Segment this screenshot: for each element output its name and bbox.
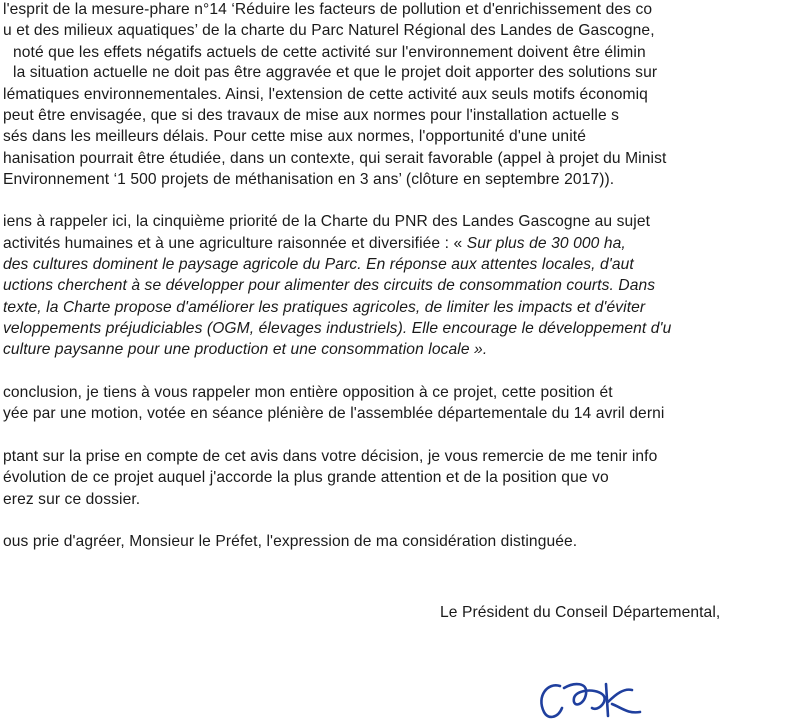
paragraph-2-line-7: culture paysanne pour une production et une consommation locale ».	[3, 341, 488, 358]
paragraph-1-line-6: peut être envisagée, que si des travaux de mise aux normes pour l'installation actuelle s	[3, 107, 620, 124]
signature-stroke-3	[606, 684, 640, 716]
signature-stroke-1	[541, 685, 562, 717]
paragraph-1-line-8: hanisation pourrait être étudiée, dans un contexte, qui serait favorable (appel à projet du Minist	[3, 150, 667, 167]
paragraph-4-line-2: évolution de ce projet auquel j'accorde la plus grande attention et de la position que vo	[3, 469, 609, 486]
paragraph-4-line-1: ptant sur la prise en compte de cet avis dans votre décision, je vous remercie de me tenir info	[3, 448, 658, 465]
paragraph-1-line-4: la situation actuelle ne doit pas être aggravée et que le projet doit apporter des solutions sur	[13, 64, 658, 81]
paragraph-1-line-9: Environnement ‘1 500 projets de méthanisation en 3 ans’ (clôture en septembre 2017)).	[3, 171, 615, 188]
paragraph-5-line-1: ous prie d'agréer, Monsieur le Préfet, l'expression de ma considération distinguée.	[3, 533, 578, 550]
paragraph-2-line-2-text: activités humaines et à une agriculture raisonnée et diversifiée : «	[3, 235, 467, 252]
paragraph-3-line-2: yée par une motion, votée en séance plénière de l'assemblée départementale du 14 avril derni	[3, 405, 665, 422]
paragraph-2-line-4: uctions cherchent à se développer pour alimenter des circuits de consommation courts. Dans	[3, 277, 656, 294]
paragraph-2-line-5: texte, la Charte propose d'améliorer les pratiques agricoles, de limiter les impacts et d'éviter	[3, 299, 646, 316]
paragraph-2-line-2	[3, 235, 626, 253]
signature-stroke-2	[564, 684, 605, 709]
paragraph-2-line-1: iens à rappeler ici, la cinquième priorité de la Charte du PNR des Landes Gascogne au sujet	[3, 213, 651, 230]
paragraph-2-line-6: veloppements préjudiciables (OGM, élevages industriels). Elle encourage le développement d'u	[3, 320, 672, 337]
signature-mark	[528, 668, 688, 723]
paragraph-1-line-3: noté que les effets négatifs actuels de cette activité sur l'environnement doivent être élimin	[13, 44, 646, 61]
paragraph-3-line-1: conclusion, je tiens à vous rappeler mon entière opposition à ce projet, cette position ét	[3, 384, 613, 401]
paragraph-1-line-5: lématiques environnementales. Ainsi, l'extension de cette activité aux seuls motifs économiq	[3, 86, 648, 103]
paragraph-2-line-3: des cultures dominent le paysage agricole du Parc. En réponse aux attentes locales, d'aut	[3, 256, 634, 273]
paragraph-1-line-2: u et des milieux aquatiques’ de la charte du Parc Naturel Régional des Landes de Gascogne,	[3, 22, 655, 39]
closing-title: Le Président du Conseil Départemental,	[440, 604, 721, 621]
paragraph-1-line-1: l'esprit de la mesure-phare n°14 ‘Réduire les facteurs de pollution et d'enrichissement des co	[3, 1, 653, 18]
paragraph-1-line-7: sés dans les meilleurs délais. Pour cette mise aux normes, l'opportunité d'une unité	[3, 128, 586, 145]
paragraph-2-line-2-quote: Sur plus de 30 000 ha,	[466, 235, 626, 252]
paragraph-4-line-3: erez sur ce dossier.	[3, 491, 141, 508]
